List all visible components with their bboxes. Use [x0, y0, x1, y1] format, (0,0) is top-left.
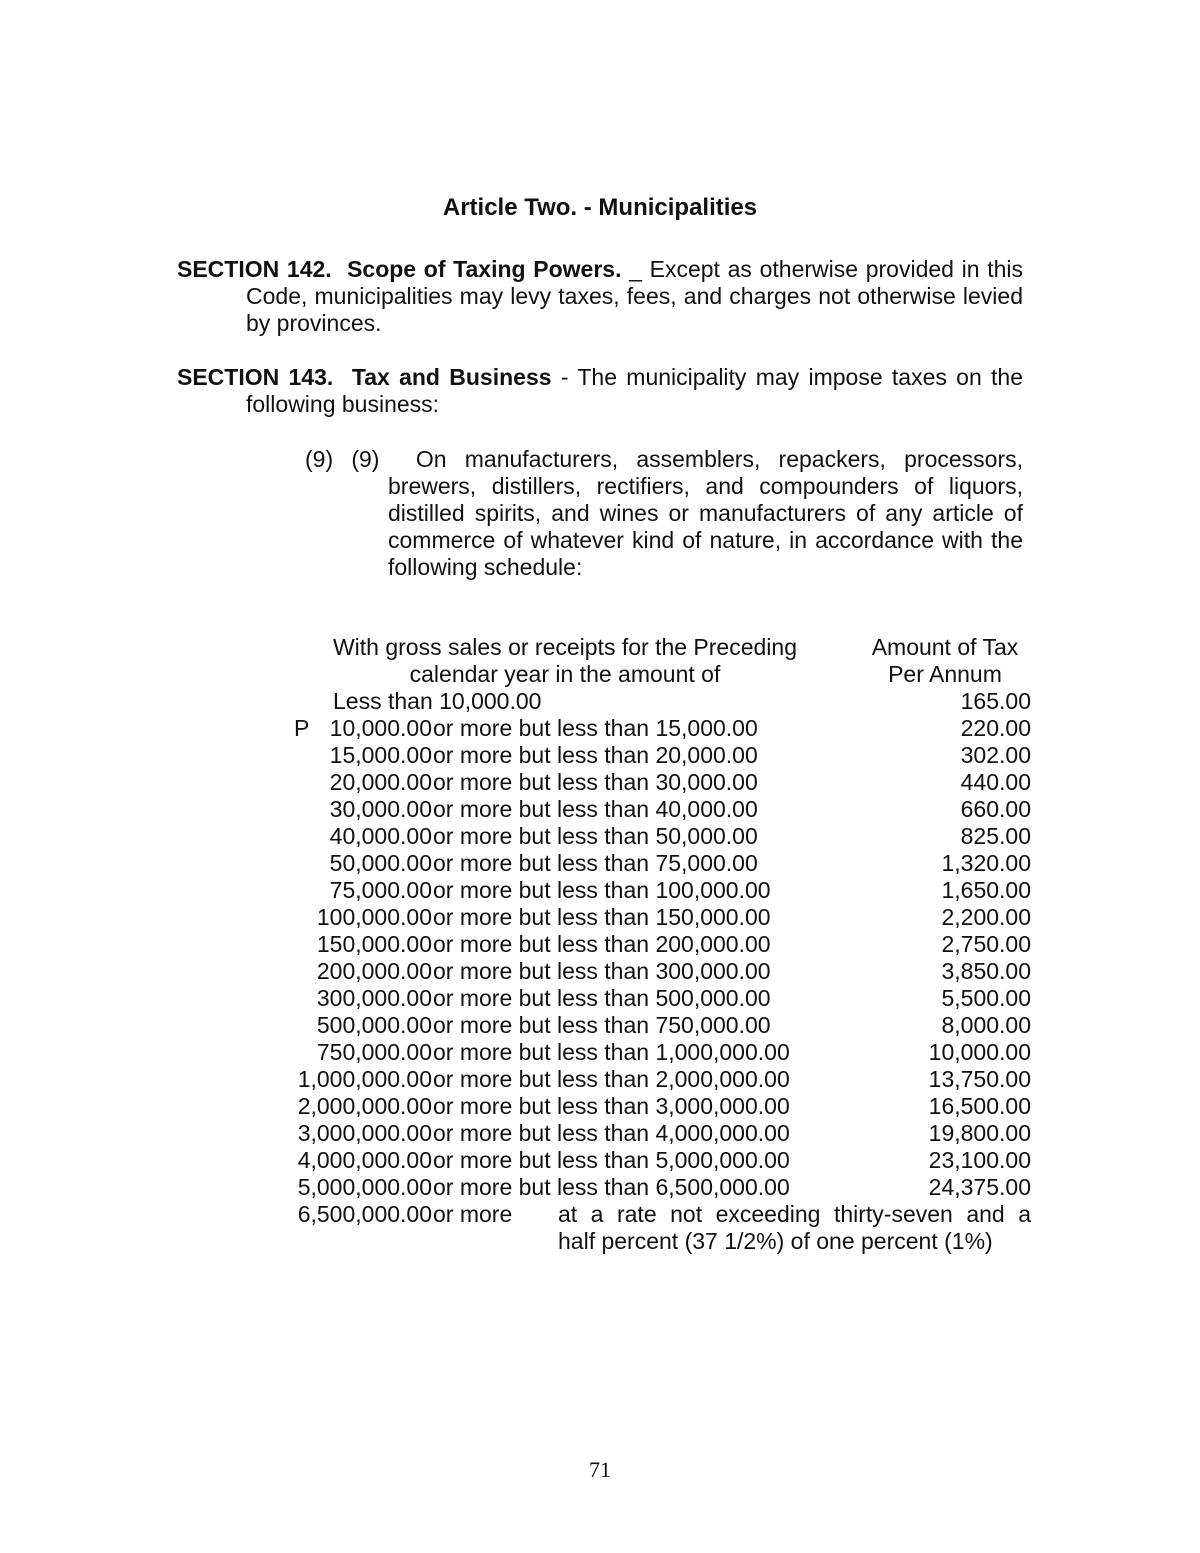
- header-amount-line1: Amount of Tax: [871, 634, 1019, 660]
- range-rest-cell: or more but less than 750,000.00: [433, 1012, 771, 1038]
- range-low-cell: 30,000.00: [329, 796, 432, 822]
- table-row: [0, 715, 1200, 742]
- amount-cell: 1,650.00: [941, 877, 1031, 903]
- amount-cell: 1,320.00: [941, 850, 1031, 876]
- table-row: [0, 742, 1200, 769]
- amount-cell: 2,750.00: [941, 931, 1031, 957]
- section-143-body: - The municipality may impose taxes on the following business:: [246, 364, 1023, 417]
- range-low-cell: 750,000.00: [316, 1039, 432, 1065]
- range-rest-cell: or more but less than 200,000.00: [433, 931, 771, 957]
- table-row: [0, 1039, 1200, 1066]
- header-gross-sales-line2: calendar year in the amount of: [409, 661, 721, 687]
- item-9-label: (9) (9): [305, 446, 380, 472]
- amount-cell: 660.00: [960, 796, 1031, 822]
- range-rest-cell: or more but less than 300,000.00: [433, 958, 771, 984]
- range-low-cell: 15,000.00: [329, 742, 432, 768]
- amount-cell: 5,500.00: [941, 985, 1031, 1011]
- range-rest-cell: or more but less than 50,000.00: [433, 823, 758, 849]
- table-row: [0, 958, 1200, 985]
- range-rest-cell: or more but less than 500,000.00: [433, 985, 771, 1011]
- range-cell: Less than 10,000.00: [333, 688, 542, 714]
- amount-cell: 10,000.00: [928, 1039, 1031, 1065]
- table-row: [0, 796, 1200, 823]
- item-9-paragraph: [305, 446, 1023, 581]
- table-row: [0, 850, 1200, 877]
- table-row: [0, 904, 1200, 931]
- table-row: [0, 1147, 1200, 1174]
- table-row: [0, 985, 1200, 1012]
- amount-cell: 440.00: [960, 769, 1031, 795]
- amount-cell: 2,200.00: [941, 904, 1031, 930]
- amount-cell: 23,100.00: [928, 1147, 1031, 1173]
- range-low-cell: 3,000,000.00: [297, 1120, 432, 1146]
- range-low-cell: 4,000,000.00: [297, 1147, 432, 1173]
- amount-rate-line2: half percent (37 1/2%) of one percent (1%): [558, 1228, 993, 1254]
- amount-rate-line1: at a rate not exceeding thirty-seven and a: [558, 1201, 1031, 1227]
- amount-cell: 825.00: [960, 823, 1031, 849]
- range-low-cell: 150,000.00: [316, 931, 432, 957]
- amount-cell: 165.00: [960, 688, 1031, 714]
- section-143-paragraph: [177, 364, 1023, 418]
- range-rest-cell: or more but less than 30,000.00: [433, 769, 758, 795]
- range-rest-cell: or more but less than 150,000.00: [433, 904, 771, 930]
- table-row-final-continued: [0, 1228, 1200, 1255]
- range-low-cell: 5,000,000.00: [297, 1174, 432, 1200]
- range-low-cell: 300,000.00: [316, 985, 432, 1011]
- table-row: [0, 1174, 1200, 1201]
- amount-cell: 24,375.00: [928, 1174, 1031, 1200]
- range-rest-cell: or more but less than 100,000.00: [433, 877, 771, 903]
- section-143-number: SECTION 143.: [177, 364, 334, 390]
- range-rest-cell: or more but less than 3,000,000.00: [433, 1093, 790, 1119]
- range-low-cell: 1,000,000.00: [297, 1066, 432, 1092]
- range-low-cell: 500,000.00: [316, 1012, 432, 1038]
- table-row: [0, 877, 1200, 904]
- section-142-title: Scope of Taxing Powers.: [347, 256, 622, 282]
- range-rest-cell: or more but less than 20,000.00: [433, 742, 758, 768]
- amount-cell: 302.00: [960, 742, 1031, 768]
- range-rest-cell: or more but less than 15,000.00: [433, 715, 758, 741]
- range-rest-cell: or more but less than 40,000.00: [433, 796, 758, 822]
- table-row: [0, 1093, 1200, 1120]
- table-row: [0, 823, 1200, 850]
- range-low-cell: 200,000.00: [316, 958, 432, 984]
- table-row: [0, 688, 1200, 715]
- section-142-number: SECTION 142.: [177, 256, 332, 282]
- range-rest-cell: or more: [433, 1201, 513, 1227]
- page-number: 71: [589, 1457, 611, 1482]
- range-low-cell: 20,000.00: [329, 769, 432, 795]
- table-row-final: [0, 1201, 1200, 1228]
- section-143-title: Tax and Business: [351, 364, 552, 390]
- range-low-cell: 40,000.00: [329, 823, 432, 849]
- table-row: [0, 931, 1200, 958]
- range-rest-cell: or more but less than 4,000,000.00: [433, 1120, 790, 1146]
- range-low-cell: 100,000.00: [316, 904, 432, 930]
- header-amount-of-tax: [840, 634, 1050, 688]
- item-9-text: On manufacturers, assemblers, repackers, processors, brewers, distillers, rectifiers, and compounders of liquors, distilled spirits, and wines or manufacturers of any article of commerce of whatever kind of nature, in accordance with the following schedule:: [388, 446, 1023, 580]
- header-gross-sales-line1: With gross sales or receipts for the Preceding: [332, 634, 798, 660]
- amount-cell: 3,850.00: [941, 958, 1031, 984]
- range-rest-cell: or more but less than 1,000,000.00: [433, 1039, 790, 1065]
- range-low-cell: 6,500,000.00: [297, 1201, 432, 1227]
- header-amount-line2: Per Annum: [888, 661, 1002, 687]
- section-142-paragraph: [177, 256, 1023, 337]
- range-rest-cell: or more but less than 75,000.00: [433, 850, 758, 876]
- amount-cell: 16,500.00: [928, 1093, 1031, 1119]
- range-low-cell: 75,000.00: [329, 877, 432, 903]
- range-rest-cell: or more but less than 5,000,000.00: [433, 1147, 790, 1173]
- table-row: [0, 1120, 1200, 1147]
- section-143: [177, 364, 1023, 418]
- range-low-cell: 2,000,000.00: [297, 1093, 432, 1119]
- tax-schedule-table: [0, 634, 1200, 1274]
- amount-cell: 8,000.00: [941, 1012, 1031, 1038]
- currency-symbol: P: [294, 715, 310, 741]
- range-rest-cell: or more but less than 2,000,000.00: [433, 1066, 790, 1092]
- range-low-cell: 10,000.00: [329, 715, 432, 741]
- range-rest-cell: or more but less than 6,500,000.00: [433, 1174, 790, 1200]
- section-142-body: _ Except as otherwise provided in this Code, municipalities may levy taxes, fees, and charges not otherwise levied by provinces.: [246, 256, 1024, 336]
- table-row: [0, 1066, 1200, 1093]
- amount-cell: 220.00: [960, 715, 1031, 741]
- header-gross-sales: [300, 634, 830, 688]
- amount-cell: 19,800.00: [928, 1120, 1031, 1146]
- section-142: [177, 256, 1023, 337]
- amount-cell: 13,750.00: [928, 1066, 1031, 1092]
- article-title: Article Two. - Municipalities: [442, 194, 758, 221]
- range-low-cell: 50,000.00: [329, 850, 432, 876]
- table-row: [0, 1012, 1200, 1039]
- table-row: [0, 769, 1200, 796]
